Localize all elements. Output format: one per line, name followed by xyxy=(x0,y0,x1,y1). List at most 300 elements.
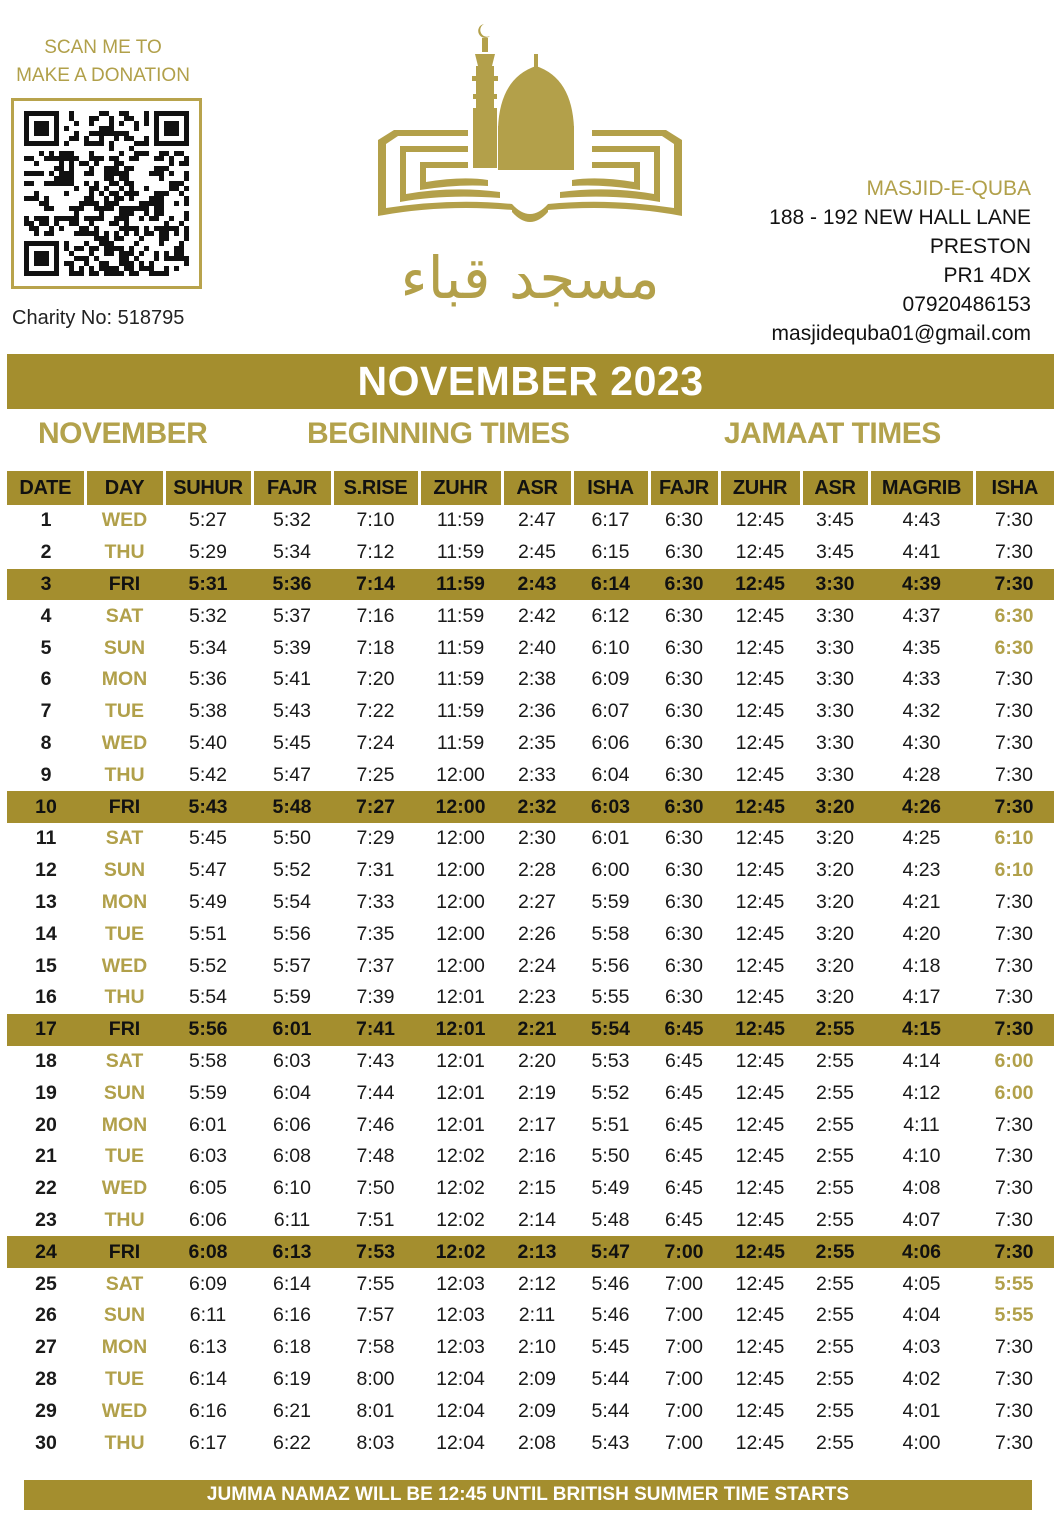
cell-day: MON xyxy=(101,1336,148,1359)
cell-fajr-jamaat: 6:30 xyxy=(665,509,703,532)
cell-zuhr-begin: 12:00 xyxy=(436,763,485,786)
cell-zuhr-begin: 12:00 xyxy=(436,827,485,850)
cell-isha-begin: 5:46 xyxy=(591,1304,630,1327)
cell-day: TUE xyxy=(105,922,144,945)
cell-asr-jamaat: 3:20 xyxy=(816,859,854,882)
cell-isha-begin: 5:48 xyxy=(591,1208,630,1231)
cell-isha-begin: 5:52 xyxy=(591,1081,630,1104)
cell-suhur: 5:29 xyxy=(189,541,227,564)
cell-asr-jamaat: 2:55 xyxy=(816,1049,854,1072)
cell-day: TUE xyxy=(105,1367,144,1390)
cell-zuhr-begin: 12:00 xyxy=(436,954,485,977)
cell-sunrise: 7:27 xyxy=(332,791,419,823)
cell-isha-jamaat: 6:30 xyxy=(994,604,1034,627)
cell-zuhr-jamaat: 12:45 xyxy=(719,1236,801,1268)
cell-asr-jamaat: 3:30 xyxy=(816,731,854,754)
cell-isha-jamaat: 7:30 xyxy=(995,954,1033,977)
cell-isha-jamaat: 7:30 xyxy=(995,1367,1033,1390)
section-jamaat-times: JAMAAT TIMES xyxy=(724,417,941,450)
cell-asr-jamaat: 3:30 xyxy=(816,763,854,786)
cell-day: THU xyxy=(104,1431,145,1454)
cell-asr-begin: 2:17 xyxy=(518,1113,556,1136)
cell-asr-begin: 2:16 xyxy=(518,1145,556,1168)
table-row xyxy=(7,791,1054,823)
cell-asr-begin: 2:20 xyxy=(518,1049,556,1072)
cell-day: WED xyxy=(101,954,148,977)
cell-day: WED xyxy=(101,731,148,754)
cell-fajr-begin: 5:48 xyxy=(252,791,332,823)
cell-suhur: 5:45 xyxy=(189,827,227,850)
cell-sunrise: 7:25 xyxy=(356,763,395,786)
cell-fajr-begin: 6:06 xyxy=(273,1113,311,1136)
cell-zuhr-jamaat: 12:45 xyxy=(735,604,785,627)
cell-magrib-jamaat: 4:02 xyxy=(902,1367,941,1390)
cell-sunrise: 7:48 xyxy=(356,1145,395,1168)
charity-number: Charity No: 518795 xyxy=(12,307,185,329)
cell-asr-begin: 2:40 xyxy=(518,636,556,659)
cell-isha-jamaat: 7:30 xyxy=(995,509,1033,532)
cell-fajr-begin: 6:19 xyxy=(273,1367,311,1390)
cell-asr-jamaat: 3:30 xyxy=(816,668,854,691)
cell-date: 22 xyxy=(35,1177,57,1200)
cell-sunrise: 7:18 xyxy=(356,636,395,659)
header-magrib-jamaat: MAGRIB xyxy=(869,471,974,505)
cell-zuhr-begin: 11:59 xyxy=(436,700,485,723)
cell-magrib-jamaat: 4:18 xyxy=(902,954,941,977)
cell-asr-jamaat: 2:55 xyxy=(816,1431,854,1454)
cell-date: 21 xyxy=(35,1145,57,1168)
cell-day: MON xyxy=(101,668,148,691)
address-postcode: PR1 4DX xyxy=(943,264,1031,287)
table-row xyxy=(7,1205,1054,1237)
qr-code-icon xyxy=(24,111,189,276)
cell-date: 15 xyxy=(35,954,57,977)
table-row xyxy=(7,918,1054,950)
header-fajr-jamaat: FAJR xyxy=(649,471,719,505)
cell-zuhr-jamaat: 12:45 xyxy=(735,700,785,723)
cell-asr-begin: 2:45 xyxy=(518,541,556,564)
cell-isha-jamaat: 6:00 xyxy=(994,1081,1034,1104)
cell-day: WED xyxy=(101,1177,148,1200)
cell-fajr-jamaat: 6:30 xyxy=(665,859,703,882)
cell-asr-jamaat: 3:20 xyxy=(801,791,869,823)
cell-sunrise: 7:58 xyxy=(356,1336,395,1359)
cell-suhur: 6:01 xyxy=(189,1113,227,1136)
cell-date: 3 xyxy=(7,569,85,601)
email-address[interactable]: masjidequba01@gmail.com xyxy=(771,322,1031,345)
cell-isha-jamaat: 7:30 xyxy=(995,541,1033,564)
cell-zuhr-begin: 11:59 xyxy=(436,604,485,627)
cell-sunrise: 7:33 xyxy=(356,890,395,913)
cell-asr-jamaat: 3:30 xyxy=(816,700,854,723)
section-beginning-times: BEGINNING TIMES xyxy=(307,417,570,450)
cell-isha-jamaat: 6:00 xyxy=(994,1049,1034,1072)
cell-date: 14 xyxy=(35,922,57,945)
cell-zuhr-jamaat: 12:45 xyxy=(735,1145,785,1168)
cell-fajr-begin: 6:16 xyxy=(273,1304,311,1327)
cell-asr-jamaat: 3:45 xyxy=(816,509,854,532)
table-row xyxy=(7,1332,1054,1364)
cell-zuhr-begin: 12:04 xyxy=(436,1431,485,1454)
table-row xyxy=(7,1173,1054,1205)
cell-sunrise: 7:50 xyxy=(356,1177,395,1200)
cell-zuhr-jamaat: 12:45 xyxy=(735,541,785,564)
cell-fajr-jamaat: 6:30 xyxy=(649,569,719,601)
cell-fajr-jamaat: 7:00 xyxy=(665,1272,703,1295)
cell-isha-jamaat: 7:30 xyxy=(995,890,1033,913)
cell-suhur: 6:16 xyxy=(189,1399,227,1422)
cell-fajr-jamaat: 7:00 xyxy=(649,1236,719,1268)
cell-asr-begin: 2:43 xyxy=(502,569,572,601)
cell-zuhr-begin: 12:01 xyxy=(436,986,485,1009)
cell-suhur: 5:27 xyxy=(189,509,227,532)
cell-fajr-jamaat: 6:30 xyxy=(665,668,703,691)
section-month-label: NOVEMBER xyxy=(38,417,208,450)
cell-fajr-jamaat: 7:00 xyxy=(665,1336,703,1359)
cell-zuhr-jamaat: 12:45 xyxy=(735,1431,785,1454)
cell-isha-jamaat: 7:30 xyxy=(995,1208,1033,1231)
cell-suhur: 5:54 xyxy=(189,986,227,1009)
cell-date: 6 xyxy=(40,668,52,691)
cell-day: THU xyxy=(104,986,145,1009)
cell-date: 13 xyxy=(35,890,57,913)
address-street: 188 - 192 NEW HALL LANE xyxy=(769,206,1031,229)
cell-magrib-jamaat: 4:30 xyxy=(902,731,941,754)
cell-magrib-jamaat: 4:04 xyxy=(902,1304,941,1327)
cell-fajr-begin: 5:43 xyxy=(273,700,311,723)
cell-day: SAT xyxy=(105,604,144,627)
cell-fajr-jamaat: 6:45 xyxy=(665,1208,703,1231)
cell-zuhr-begin: 12:02 xyxy=(419,1236,502,1268)
cell-day: FRI xyxy=(85,1236,164,1268)
cell-isha-begin: 6:14 xyxy=(572,569,649,601)
cell-asr-jamaat: 2:55 xyxy=(816,1208,854,1231)
cell-date: 17 xyxy=(7,1014,85,1046)
cell-suhur: 6:06 xyxy=(189,1208,227,1231)
cell-zuhr-begin: 12:00 xyxy=(436,922,485,945)
header-zuhr-begin: ZUHR xyxy=(419,471,502,505)
cell-asr-begin: 2:08 xyxy=(518,1431,556,1454)
cell-sunrise: 7:14 xyxy=(332,569,419,601)
cell-isha-begin: 6:10 xyxy=(591,636,630,659)
table-row xyxy=(7,728,1054,760)
cell-date: 2 xyxy=(40,541,52,564)
cell-sunrise: 8:00 xyxy=(356,1367,395,1390)
cell-suhur: 5:40 xyxy=(189,731,227,754)
cell-asr-begin: 2:21 xyxy=(502,1014,572,1046)
cell-zuhr-begin: 11:59 xyxy=(436,509,485,532)
cell-isha-begin: 5:56 xyxy=(591,954,630,977)
cell-zuhr-jamaat: 12:45 xyxy=(735,1304,785,1327)
cell-date: 8 xyxy=(40,731,52,754)
table-header-row xyxy=(7,471,1054,505)
cell-fajr-begin: 5:56 xyxy=(273,922,311,945)
cell-zuhr-jamaat: 12:45 xyxy=(735,731,785,754)
cell-asr-begin: 2:28 xyxy=(518,859,556,882)
cell-asr-jamaat: 3:30 xyxy=(816,604,854,627)
cell-date: 4 xyxy=(40,604,52,627)
cell-asr-jamaat: 3:20 xyxy=(816,986,854,1009)
cell-zuhr-jamaat: 12:45 xyxy=(735,1367,785,1390)
cell-magrib-jamaat: 4:23 xyxy=(902,859,941,882)
mosque-name: MASJID-E-QUBA xyxy=(866,177,1031,200)
cell-date: 1 xyxy=(40,509,52,532)
cell-isha-begin: 5:43 xyxy=(591,1431,630,1454)
cell-asr-jamaat: 3:20 xyxy=(816,954,854,977)
cell-fajr-begin: 6:13 xyxy=(252,1236,332,1268)
cell-magrib-jamaat: 4:21 xyxy=(902,890,941,913)
cell-fajr-jamaat: 6:45 xyxy=(665,1145,703,1168)
cell-isha-jamaat: 7:30 xyxy=(995,1177,1033,1200)
cell-sunrise: 7:55 xyxy=(356,1272,395,1295)
cell-asr-begin: 2:47 xyxy=(518,509,556,532)
cell-isha-jamaat: 7:30 xyxy=(995,700,1033,723)
address-block xyxy=(769,174,1031,348)
cell-magrib-jamaat: 4:17 xyxy=(902,986,941,1009)
cell-suhur: 5:32 xyxy=(189,604,227,627)
cell-date: 25 xyxy=(35,1272,57,1295)
cell-asr-begin: 2:42 xyxy=(518,604,556,627)
cell-asr-jamaat: 3:45 xyxy=(816,541,854,564)
table-row xyxy=(7,887,1054,919)
cell-suhur: 5:58 xyxy=(189,1049,227,1072)
cell-zuhr-begin: 12:04 xyxy=(436,1399,485,1422)
cell-magrib-jamaat: 4:37 xyxy=(902,604,941,627)
header-isha-jamaat: ISHA xyxy=(974,471,1054,505)
cell-isha-begin: 5:53 xyxy=(591,1049,630,1072)
table-row xyxy=(7,759,1054,791)
cell-isha-jamaat: 6:30 xyxy=(994,636,1034,659)
donation-line-2: MAKE A DONATION xyxy=(16,65,190,86)
cell-suhur: 5:49 xyxy=(189,890,227,913)
cell-sunrise: 7:10 xyxy=(356,509,395,532)
cell-fajr-jamaat: 7:00 xyxy=(665,1431,703,1454)
cell-fajr-jamaat: 6:45 xyxy=(649,1014,719,1046)
cell-day: WED xyxy=(101,1399,148,1422)
cell-fajr-begin: 5:59 xyxy=(273,986,311,1009)
cell-magrib-jamaat: 4:03 xyxy=(902,1336,941,1359)
month-banner: NOVEMBER 2023 xyxy=(7,354,1054,409)
cell-isha-begin: 5:49 xyxy=(591,1177,630,1200)
cell-asr-jamaat: 2:55 xyxy=(816,1367,854,1390)
cell-fajr-jamaat: 6:45 xyxy=(665,1113,703,1136)
cell-zuhr-jamaat: 12:45 xyxy=(735,954,785,977)
table-body xyxy=(7,505,1054,1459)
cell-asr-jamaat: 2:55 xyxy=(816,1399,854,1422)
cell-fajr-begin: 6:11 xyxy=(273,1208,311,1231)
cell-suhur: 6:09 xyxy=(189,1272,227,1295)
cell-zuhr-jamaat: 12:45 xyxy=(735,763,785,786)
cell-asr-begin: 2:11 xyxy=(518,1304,556,1327)
cell-fajr-begin: 5:57 xyxy=(273,954,311,977)
cell-day: SUN xyxy=(103,1081,146,1104)
cell-magrib-jamaat: 4:28 xyxy=(902,763,941,786)
cell-isha-jamaat: 6:10 xyxy=(994,827,1034,850)
cell-zuhr-begin: 12:03 xyxy=(436,1272,485,1295)
cell-isha-jamaat: 6:10 xyxy=(994,859,1034,882)
cell-isha-jamaat: 7:30 xyxy=(995,922,1033,945)
cell-isha-begin: 5:51 xyxy=(591,1113,630,1136)
cell-zuhr-jamaat: 12:45 xyxy=(735,1336,785,1359)
cell-suhur: 5:42 xyxy=(189,763,227,786)
cell-zuhr-begin: 12:01 xyxy=(436,1113,485,1136)
cell-zuhr-begin: 12:02 xyxy=(436,1177,485,1200)
cell-asr-jamaat: 2:55 xyxy=(816,1081,854,1104)
cell-zuhr-jamaat: 12:45 xyxy=(735,1177,785,1200)
table-row xyxy=(7,505,1054,537)
cell-asr-begin: 2:30 xyxy=(518,827,556,850)
cell-fajr-jamaat: 7:00 xyxy=(665,1304,703,1327)
cell-sunrise: 7:16 xyxy=(356,604,395,627)
cell-fajr-jamaat: 6:30 xyxy=(665,890,703,913)
cell-fajr-begin: 5:50 xyxy=(273,827,311,850)
donation-qr-code[interactable] xyxy=(11,98,202,289)
cell-day: WED xyxy=(101,509,148,532)
table-row xyxy=(7,1300,1054,1332)
cell-isha-jamaat: 7:30 xyxy=(995,763,1033,786)
cell-fajr-jamaat: 6:30 xyxy=(665,763,703,786)
table-row xyxy=(7,569,1054,601)
cell-asr-begin: 2:09 xyxy=(518,1399,556,1422)
cell-sunrise: 7:31 xyxy=(356,859,395,882)
cell-asr-jamaat: 2:55 xyxy=(816,1272,854,1295)
cell-asr-jamaat: 2:55 xyxy=(801,1014,869,1046)
cell-isha-jamaat: 7:30 xyxy=(995,668,1033,691)
cell-day: FRI xyxy=(85,569,164,601)
cell-magrib-jamaat: 4:06 xyxy=(869,1236,974,1268)
cell-fajr-jamaat: 6:30 xyxy=(665,827,703,850)
cell-date: 19 xyxy=(35,1081,57,1104)
cell-date: 24 xyxy=(7,1236,85,1268)
cell-isha-begin: 6:09 xyxy=(591,668,630,691)
cell-date: 16 xyxy=(35,986,57,1009)
cell-fajr-jamaat: 6:30 xyxy=(665,731,703,754)
cell-fajr-begin: 6:01 xyxy=(252,1014,332,1046)
cell-zuhr-begin: 12:01 xyxy=(436,1081,485,1104)
cell-magrib-jamaat: 4:26 xyxy=(869,791,974,823)
table-row xyxy=(7,982,1054,1014)
cell-suhur: 5:52 xyxy=(189,954,227,977)
cell-asr-jamaat: 3:20 xyxy=(816,922,854,945)
cell-sunrise: 7:44 xyxy=(356,1081,395,1104)
cell-isha-jamaat: 5:55 xyxy=(994,1272,1034,1295)
cell-fajr-jamaat: 6:30 xyxy=(665,604,703,627)
cell-asr-begin: 2:09 xyxy=(518,1367,556,1390)
cell-isha-jamaat: 7:30 xyxy=(995,1399,1033,1422)
cell-date: 26 xyxy=(35,1304,57,1327)
cell-zuhr-begin: 12:03 xyxy=(436,1304,485,1327)
cell-sunrise: 7:20 xyxy=(356,668,395,691)
cell-sunrise: 7:46 xyxy=(356,1113,395,1136)
table-row xyxy=(7,823,1054,855)
cell-magrib-jamaat: 4:11 xyxy=(903,1113,940,1136)
cell-zuhr-jamaat: 12:45 xyxy=(735,1208,785,1231)
cell-magrib-jamaat: 4:25 xyxy=(902,827,941,850)
cell-isha-jamaat: 7:30 xyxy=(974,1014,1054,1046)
cell-suhur: 6:17 xyxy=(189,1431,227,1454)
cell-sunrise: 7:12 xyxy=(356,541,395,564)
cell-isha-begin: 6:07 xyxy=(591,700,630,723)
cell-suhur: 6:11 xyxy=(189,1304,227,1327)
phone-number[interactable]: 07920486153 xyxy=(902,293,1031,316)
header-fajr-begin: FAJR xyxy=(252,471,332,505)
cell-magrib-jamaat: 4:41 xyxy=(902,541,941,564)
cell-day: THU xyxy=(104,1208,145,1231)
table-row xyxy=(7,1109,1054,1141)
cell-fajr-jamaat: 6:45 xyxy=(665,1177,703,1200)
table-row xyxy=(7,1141,1054,1173)
table-row xyxy=(7,1364,1054,1396)
cell-date: 7 xyxy=(40,700,52,723)
cell-asr-begin: 2:36 xyxy=(518,700,556,723)
cell-fajr-jamaat: 6:30 xyxy=(649,791,719,823)
cell-asr-begin: 2:35 xyxy=(518,731,556,754)
cell-date: 12 xyxy=(35,859,57,882)
cell-fajr-begin: 5:34 xyxy=(273,541,311,564)
table-row xyxy=(7,950,1054,982)
cell-zuhr-jamaat: 12:45 xyxy=(719,569,801,601)
cell-fajr-jamaat: 6:30 xyxy=(665,541,703,564)
cell-fajr-jamaat: 6:45 xyxy=(665,1049,703,1072)
table-row xyxy=(7,1236,1054,1268)
cell-asr-jamaat: 3:30 xyxy=(816,636,854,659)
cell-fajr-jamaat: 6:30 xyxy=(665,922,703,945)
cell-day: SUN xyxy=(103,636,146,659)
cell-asr-begin: 2:26 xyxy=(518,922,556,945)
table-row xyxy=(7,600,1054,632)
header-date: DATE xyxy=(7,471,85,505)
cell-fajr-begin: 6:21 xyxy=(273,1399,311,1422)
cell-asr-begin: 2:19 xyxy=(518,1081,556,1104)
cell-fajr-begin: 5:54 xyxy=(273,890,311,913)
cell-magrib-jamaat: 4:20 xyxy=(902,922,941,945)
cell-suhur: 5:36 xyxy=(189,668,227,691)
cell-date: 11 xyxy=(35,827,57,850)
cell-sunrise: 7:22 xyxy=(356,700,395,723)
header-sunrise: S.RISE xyxy=(332,471,419,505)
cell-magrib-jamaat: 4:10 xyxy=(902,1145,941,1168)
cell-fajr-jamaat: 6:30 xyxy=(665,954,703,977)
cell-isha-jamaat: 7:30 xyxy=(995,986,1033,1009)
cell-zuhr-jamaat: 12:45 xyxy=(735,1272,785,1295)
cell-asr-jamaat: 2:55 xyxy=(816,1177,854,1200)
cell-fajr-begin: 6:04 xyxy=(273,1081,311,1104)
cell-suhur: 5:59 xyxy=(189,1081,227,1104)
cell-isha-begin: 5:58 xyxy=(591,922,630,945)
address-city: PRESTON xyxy=(929,235,1031,258)
cell-zuhr-jamaat: 12:45 xyxy=(719,1014,801,1046)
table-row xyxy=(7,537,1054,569)
cell-isha-begin: 5:46 xyxy=(591,1272,630,1295)
cell-asr-begin: 2:15 xyxy=(518,1177,556,1200)
cell-suhur: 6:14 xyxy=(189,1367,227,1390)
cell-day: THU xyxy=(104,763,145,786)
cell-fajr-begin: 5:36 xyxy=(252,569,332,601)
cell-magrib-jamaat: 4:32 xyxy=(902,700,941,723)
cell-zuhr-jamaat: 12:45 xyxy=(735,922,785,945)
header-asr-begin: ASR xyxy=(502,471,572,505)
logo-arabic-text: مسجد قباء xyxy=(400,244,660,312)
cell-isha-jamaat: 7:30 xyxy=(974,1236,1054,1268)
cell-fajr-begin: 6:08 xyxy=(273,1145,311,1168)
cell-date: 20 xyxy=(35,1113,57,1136)
cell-fajr-jamaat: 6:30 xyxy=(665,636,703,659)
cell-suhur: 5:34 xyxy=(189,636,227,659)
cell-isha-begin: 6:12 xyxy=(591,604,630,627)
cell-sunrise: 7:24 xyxy=(356,731,395,754)
cell-isha-jamaat: 7:30 xyxy=(995,731,1033,754)
cell-suhur: 6:03 xyxy=(189,1145,227,1168)
